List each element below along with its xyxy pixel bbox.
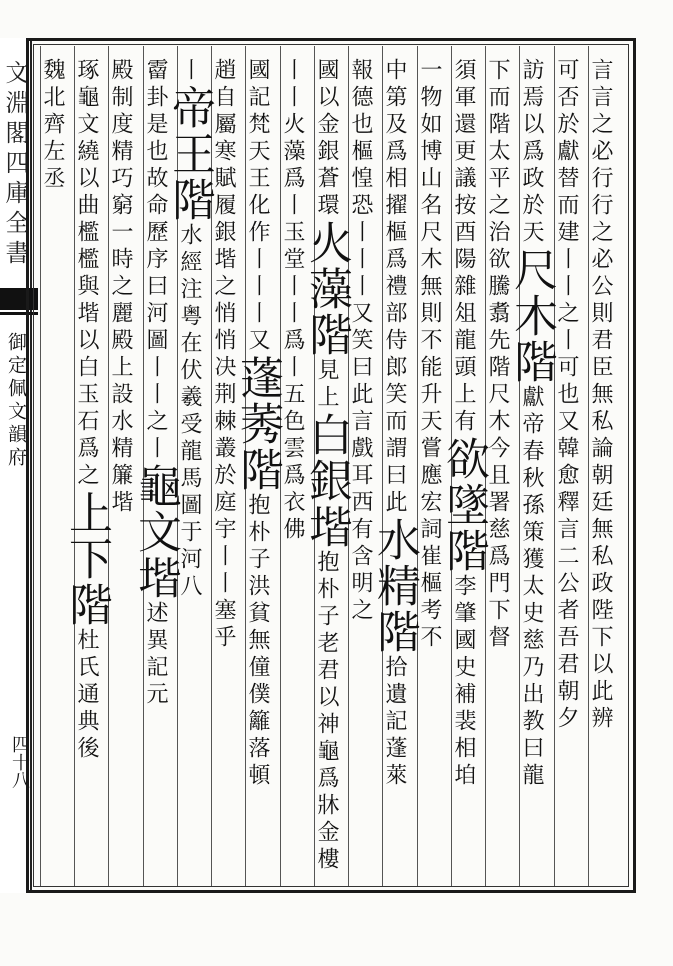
text-column: [110, 58, 140, 888]
column-text: 下而階太平之治: [485, 58, 510, 247]
text-column: [164, 58, 215, 888]
column-text: 魏北齊左丞: [40, 58, 65, 193]
gutter-page-number: 四十八: [9, 735, 30, 789]
column-text: 趙自屬寒賦履銀堦之悄悄: [211, 58, 236, 355]
column-text: 李肇國史補裴相垍: [451, 574, 476, 790]
column-text: 西有含明之: [348, 490, 373, 625]
column-text: 抱朴子老君以神龜爲牀金樓: [314, 550, 339, 874]
text-column: [419, 58, 449, 888]
column-text: 獻帝春秋孫策獲太史慈乃出教曰龍: [519, 385, 544, 790]
column-text: 嘗應宏詞崔樞考不: [417, 436, 442, 652]
column-text: 國以金銀蒼環: [314, 58, 339, 220]
column-text: 杜氏通典後: [74, 628, 99, 763]
column-text: 霤: [143, 58, 168, 85]
headword: 白銀堦: [301, 412, 352, 550]
gutter-collection-label: 文淵閣四庫全書: [1, 60, 29, 270]
headword: 火藻階: [301, 220, 352, 358]
column-text: 琢龜文繞以曲檻檻與堦以白玉石爲之: [74, 58, 99, 490]
column-text: 卦是也故命歷序曰河圖丨丨之丨: [143, 85, 168, 463]
column-text: 丨: [177, 58, 202, 85]
headword: 欲墜階: [438, 436, 489, 574]
headword: 龜文堦: [130, 463, 181, 601]
text-column: [130, 58, 181, 888]
column-text: 須軍還更議按酉陽雜俎龍頭上有: [451, 58, 476, 436]
text-column: [42, 58, 72, 888]
headword: 蓬莠階: [232, 355, 283, 493]
text-column: [438, 58, 489, 888]
text-column: [487, 58, 517, 888]
headword: 水精階: [369, 517, 420, 655]
headword: 尺木階: [506, 247, 557, 385]
column-text: 玉堂丨丨爲丨五色雲爲衣佛: [280, 220, 305, 544]
text-column: [301, 58, 352, 888]
headword: 上下階: [61, 490, 112, 628]
column-text: 訪焉以爲政於天: [519, 58, 544, 247]
gutter-book-title: 御定佩文韻府: [5, 332, 27, 470]
column-text: 拾遺記蓬萊: [382, 655, 407, 790]
column-text: 殿制度精巧窮一時之麗殿上設水精簾堦: [108, 58, 133, 517]
text-column: [350, 58, 380, 888]
column-text: 丨丨火藻爲丨: [280, 58, 305, 220]
column-text: 一物如博山名尺木無則不能升天: [417, 58, 442, 436]
column-text: 言言之必行行之必公則君臣無私論朝廷無私政陛下以此辨: [588, 58, 613, 733]
text-column: [61, 58, 112, 888]
text-column: [282, 58, 312, 888]
column-text: 報德也樞惶恐丨丨丨又笑曰此言戲耳: [348, 58, 373, 490]
column-text: 中第及爲相擢樞爲禮部侍郎笑而謂曰此: [382, 58, 407, 517]
text-column: [369, 58, 420, 888]
column-text: 水經注粤在伏羲受龍馬圖于河八: [177, 223, 202, 601]
text-column: [556, 58, 586, 888]
column-text: 抱朴子洪貧無僮僕籬落頓: [245, 493, 270, 790]
column-text: 欲騰翥先階尺木今且署慈爲門下督: [485, 247, 510, 652]
headword: 帝王階: [164, 85, 215, 223]
column-text: 决荆棘叢於庭宇丨丨塞乎: [211, 355, 236, 652]
text-column: [232, 58, 283, 888]
column-text: 國記梵天王化作丨丨丨又: [245, 58, 270, 355]
text-column: [506, 58, 557, 888]
text-column: [213, 58, 243, 888]
column-text: 可否於獻替而建丨丨之丨可也又韓愈釋言二公者吾君朝夕: [554, 58, 579, 733]
column-text: 述異記元: [143, 601, 168, 709]
column-text: 見上: [314, 358, 339, 412]
text-column: [590, 58, 620, 888]
